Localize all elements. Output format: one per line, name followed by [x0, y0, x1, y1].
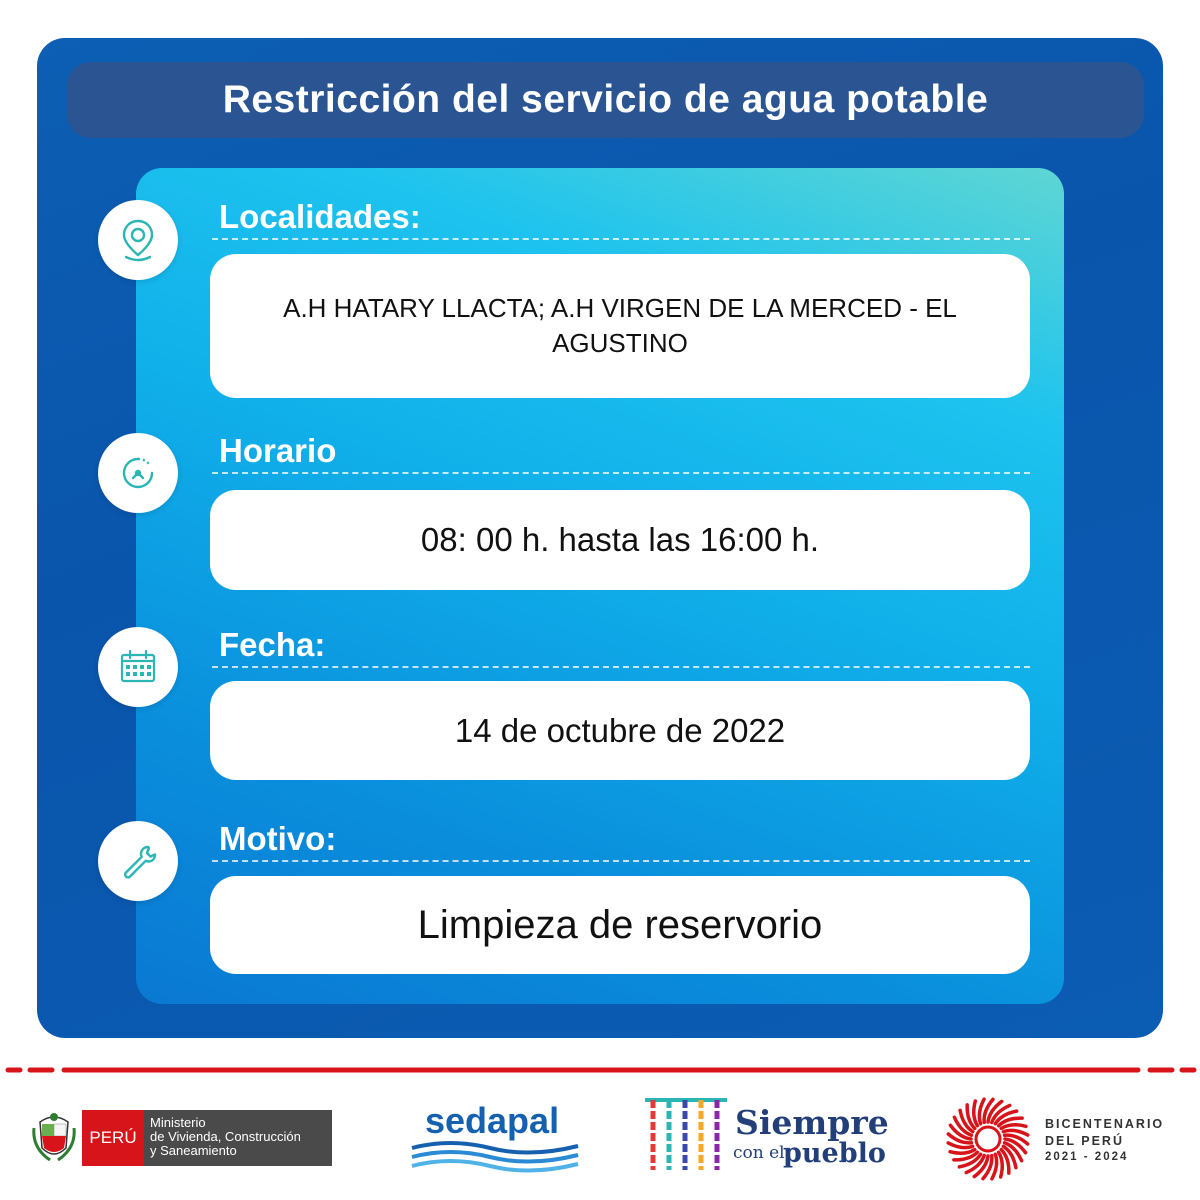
footer-divider — [0, 1067, 1200, 1073]
motivo-value — [210, 876, 1030, 974]
localidades-line-2: AGUSTINO — [552, 328, 688, 358]
ministry-line-2: de Vivienda, Construcción — [150, 1129, 301, 1144]
localidades-value — [210, 254, 1030, 398]
ministry-line-3: y Saneamiento — [150, 1143, 237, 1158]
sedapal-waves-icon — [410, 1138, 580, 1174]
section-label-motivo: Motivo: — [219, 820, 337, 857]
section-label-fecha: Fecha: — [219, 626, 326, 663]
sedapal-logo: sedapal — [425, 1100, 560, 1141]
calendar-icon — [98, 627, 178, 707]
divider — [212, 472, 1030, 474]
localidades-line-1: A.H HATARY LLACTA; A.H VIRGEN DE LA MERCED - EL — [283, 293, 957, 323]
location-pin-icon — [98, 200, 178, 280]
horario-value — [210, 490, 1030, 590]
fecha-text: 14 de octubre de 2022 — [454, 711, 786, 749]
bicentenario-line-2: DEL PERÚ — [1045, 1134, 1124, 1148]
motivo-text: Limpieza de reservorio — [417, 902, 823, 947]
con-el-text: con el — [733, 1143, 785, 1163]
siempre-con-el-pueblo-icon — [643, 1096, 729, 1176]
page-title: Restricción del servicio de agua potable — [222, 78, 989, 121]
siempre-text: Siempre — [735, 1103, 889, 1142]
divider — [212, 666, 1030, 668]
section-label-localidades: Localidades: — [219, 198, 421, 235]
ministry-line-1: Ministerio — [150, 1115, 206, 1130]
clock-icon — [98, 433, 178, 513]
sun-ray — [999, 1152, 1003, 1177]
bicentenario-sun-icon — [945, 1096, 1031, 1182]
wrench-icon — [98, 821, 178, 901]
title-bar — [67, 62, 1144, 138]
peru-label: PERÚ — [89, 1128, 137, 1147]
ministry-label-box — [144, 1110, 332, 1166]
pueblo-text: pueblo — [783, 1138, 886, 1169]
peru-label-box — [82, 1110, 144, 1166]
divider — [212, 238, 1030, 240]
sun-ray — [1001, 1125, 1026, 1129]
sun-ray — [950, 1150, 975, 1154]
horario-text: 08: 00 h. hasta las 16:00 h. — [420, 521, 820, 558]
bicentenario-line-3: 2021 - 2024 — [1045, 1151, 1129, 1163]
fecha-value — [210, 681, 1030, 780]
peru-coat-of-arms-icon — [30, 1108, 78, 1166]
bicentenario-line-1: BICENTENARIO — [1045, 1117, 1165, 1131]
sun-ray — [974, 1101, 978, 1126]
divider — [212, 860, 1030, 862]
section-label-horario: Horario — [219, 432, 337, 469]
